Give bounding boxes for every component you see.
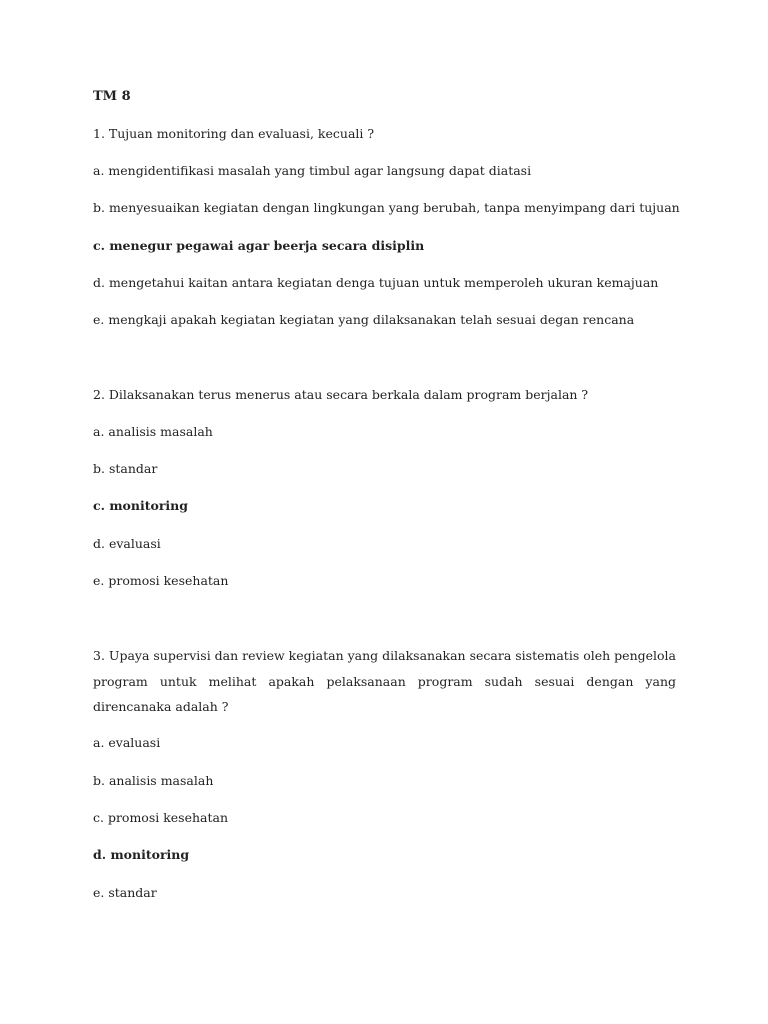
question-2-option-e: e. promosi kesehatan xyxy=(93,573,229,588)
question-2-text: 2. Dilaksanakan terus menerus atau secara berkala dalam program berjalan ? xyxy=(93,387,589,402)
question-1-option-c-answer: c. menegur pegawai agar beerja secara disiplin xyxy=(93,238,425,253)
question-1-option-a: a. mengidentifikasi masalah yang timbul agar langsung dapat diatasi xyxy=(93,163,532,178)
question-3-option-e: e. standar xyxy=(93,885,157,900)
question-2-option-c-answer: c. monitoring xyxy=(93,498,188,513)
question-3-text: 3. Upaya supervisi dan review kegiatan yang dilaksanakan secara sistematis oleh pengelola program untuk melihat apakah pelaksanaan program sudah sesuai dengan yang direncanaka adalah ? xyxy=(93,648,676,714)
question-3-option-a: a. evaluasi xyxy=(93,735,161,750)
question-1-option-e: e. mengkaji apakah kegiatan kegiatan yang dilaksanakan telah sesuai degan rencana xyxy=(93,312,635,327)
question-3-option-c: c. promosi kesehatan xyxy=(93,810,229,825)
question-2-option-b: b. standar xyxy=(93,461,158,476)
question-1-option-b: b. menyesuaikan kegiatan dengan lingkungan yang berubah, tanpa menyimpang dari tujuan xyxy=(93,200,680,215)
question-1-text: 1. Tujuan monitoring dan evaluasi, kecuali ? xyxy=(93,126,375,141)
question-2-option-d: d. evaluasi xyxy=(93,536,161,551)
question-1-option-d: d. mengetahui kaitan antara kegiatan denga tujuan untuk memperoleh ukuran kemajuan xyxy=(93,275,659,290)
question-2-option-a: a. analisis masalah xyxy=(93,424,213,439)
question-3-option-b: b. analisis masalah xyxy=(93,773,214,788)
question-3-option-d-answer: d. monitoring xyxy=(93,847,190,862)
document-title: TM 8 xyxy=(93,89,131,104)
